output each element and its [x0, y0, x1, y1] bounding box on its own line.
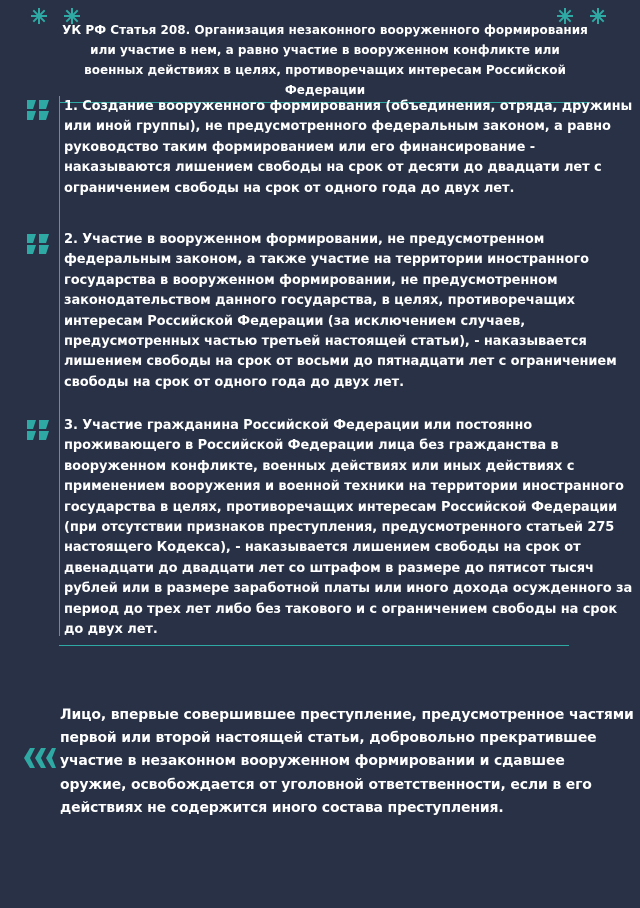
- section-divider: [59, 645, 569, 646]
- quote-icon: [26, 98, 50, 122]
- double-quote-icon: [20, 746, 56, 770]
- page-title: УК РФ Статья 208. Организация незаконного вооруженного формирования или участие в нем, а равно участие в вооруженном конфликте или военных действиях в целях, противоречащих интересам Российской Федерации: [60, 20, 590, 103]
- vertical-divider: [59, 96, 60, 636]
- quote-icon: [26, 232, 50, 256]
- article-part-3: 3. Участие гражданина Российской Федерации или постоянно проживающего в Российской Федерации лица без гражданства в вооруженном конфликте, военных действиях или иных действиях с применением вооружения и военной техники на территории иностранного государства в целях, противоречащих интересам Российской Федерации (при отсутствии признаков преступления, предусмотренного статьей 275 настоящего Кодекса), - наказывается лишением свободы на срок от двенадцати до двадцати лет со штрафом в размере до пятисот тысяч рублей или в размере заработной платы или иного дохода осужденного за период до трех лет либо без такового и с ограничением свободы на срок до двух лет.: [64, 418, 633, 638]
- article-part-2: 2. Участие в вооруженном формировании, не предусмотренном федеральным законом, а также участие на территории иностранного государства в вооруженном формировании, не предусмотренном законодательством данного государства, в целях, противоречащих интересам Российской Федерации (за исключением случаев, предусмотренных частью третьей настоящей статьи), - наказывается лишением свободы на срок от восьми до пятнадцати лет с ограничением свободы на срок от одного года до двух лет.: [64, 232, 617, 390]
- article-part-1: 1. Создание вооруженного формирования (объединения, отряда, дружины или иной группы), не предусмотренного федеральным законом, а равно руководство таким формированием или его финансирование - наказываются лишением свободы на срок от десяти до двадцати лет с ограничением свободы на срок от одного года до двух лет.: [64, 99, 633, 196]
- star-icon: [590, 8, 606, 24]
- quote-icon: [26, 418, 50, 442]
- exemption-note: Лицо, впервые совершившее преступление, предусмотренное частями первой или второй настоящей статьи, добровольно прекратившее участие в незаконном вооруженном формировании и сдавшее оружие, освобождается от уголовной ответственности, если в его действиях не содержится иного состава преступления.: [60, 707, 634, 816]
- star-icon: [31, 8, 47, 24]
